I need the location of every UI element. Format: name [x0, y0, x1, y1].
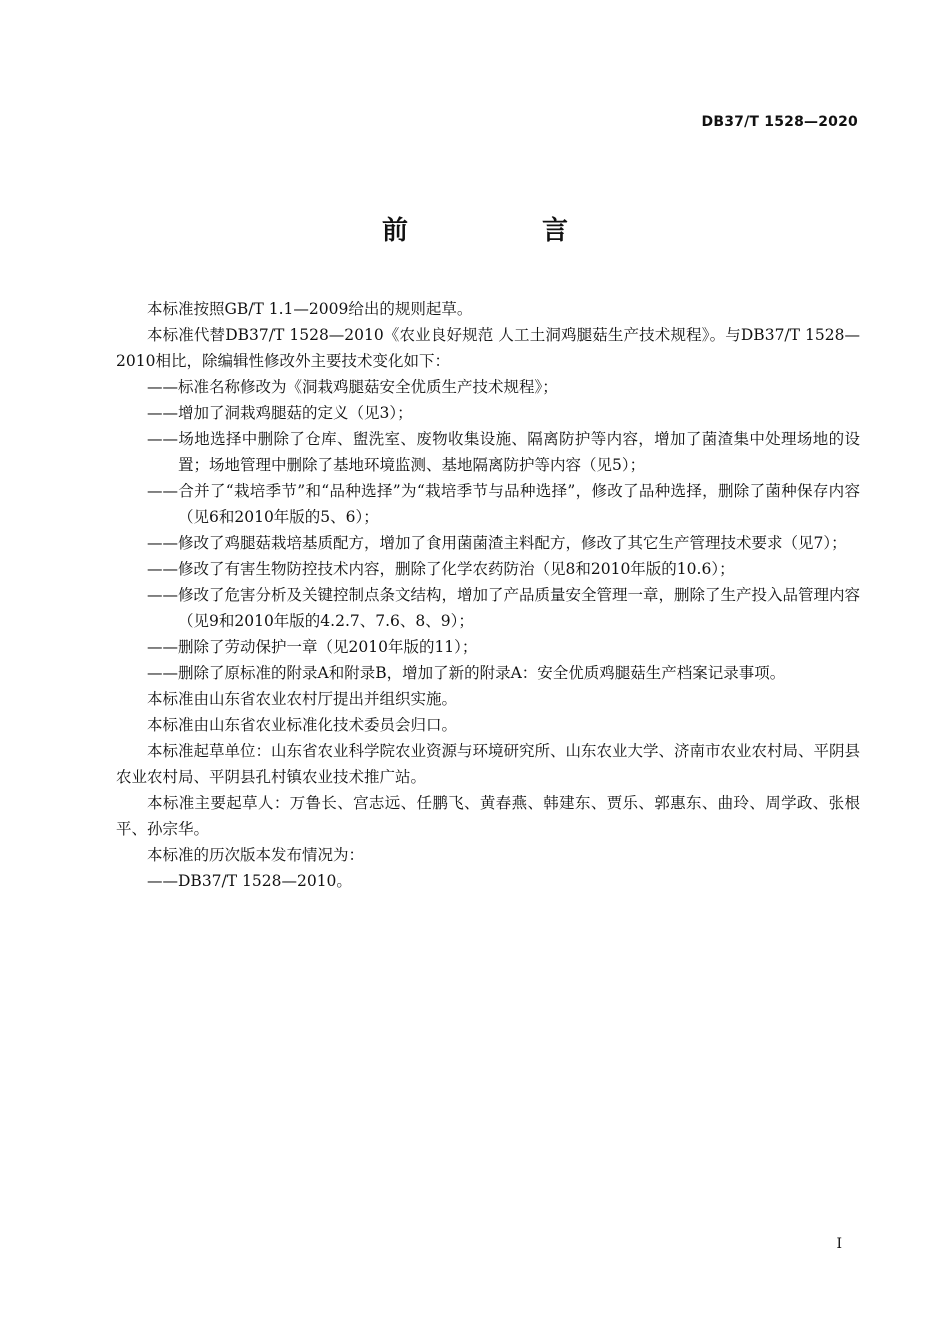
change-item: ——删除了劳动保护一章（见2010年版的11）；	[147, 638, 478, 656]
change-item: ——修改了有害生物防控技术内容，删除了化学农药防治（见8和2010年版的10.6）；	[147, 560, 735, 578]
change-item: ——修改了鸡腿菇栽培基质配方，增加了食用菌菌渣主料配方，修改了其它生产管理技术要求（见7）；	[147, 534, 847, 552]
paragraph-drafting-rules: 本标准按照GB/T 1.1—2009给出的规则起草。	[147, 300, 473, 318]
paragraph-version-history: 本标准的历次版本发布情况为：	[147, 846, 365, 864]
page-number: I	[836, 1236, 842, 1252]
paragraph-proposer: 本标准由山东省农业农村厅提出并组织实施。	[147, 690, 458, 708]
paragraph-committee: 本标准由山东省农业标准化技术委员会归口。	[147, 716, 458, 734]
change-item: ——删除了原标准的附录A和附录B，增加了新的附录A：安全优质鸡腿菇生产档案记录事项。	[147, 664, 786, 682]
history-item: ——DB37/T 1528—2010。	[147, 872, 352, 890]
change-item: ——场地选择中删除了仓库、盥洗室、废物收集设施、隔离防护等内容，增加了菌渣集中处理场地的设置；场地管理中删除了基地环境监测、基地隔离防护等内容（见5）；	[147, 430, 860, 474]
change-item: ——修改了危害分析及关键控制点条文结构，增加了产品质量安全管理一章，删除了生产投入品管理内容（见9和2010年版的4.2.7、7.6、8、9）；	[147, 586, 861, 630]
change-item: ——合并了“栽培季节”和“品种选择”为“栽培季节与品种选择”，修改了品种选择，删除了菌种保存内容（见6和2010年版的5、6）；	[147, 482, 860, 526]
page-title: 前 言	[381, 216, 622, 246]
paragraph-drafters: 本标准主要起草人：万鲁长、宫志远、任鹏飞、黄春燕、韩建东、贾乐、郭惠东、曲玲、周学政、张根平、孙宗华。	[116, 794, 860, 838]
change-item: ——标准名称修改为《洞栽鸡腿菇安全优质生产技术规程》；	[147, 378, 558, 396]
change-item: ——增加了洞栽鸡腿菇的定义（见3）；	[147, 404, 413, 422]
paragraph-replacement: 本标准代替DB37/T 1528—2010《农业良好规范 人工土洞鸡腿菇生产技术规程》。与DB37/T 1528—2010相比，除编辑性修改外主要技术变化如下：	[116, 326, 860, 370]
foreword-body	[116, 296, 860, 894]
paragraph-drafting-units: 本标准起草单位：山东省农业科学院农业资源与环境研究所、山东农业大学、济南市农业农村局、平阴县农业农村局、平阴县孔村镇农业技术推广站。	[116, 742, 861, 786]
document-code: DB37/T 1528—2020	[701, 114, 858, 130]
